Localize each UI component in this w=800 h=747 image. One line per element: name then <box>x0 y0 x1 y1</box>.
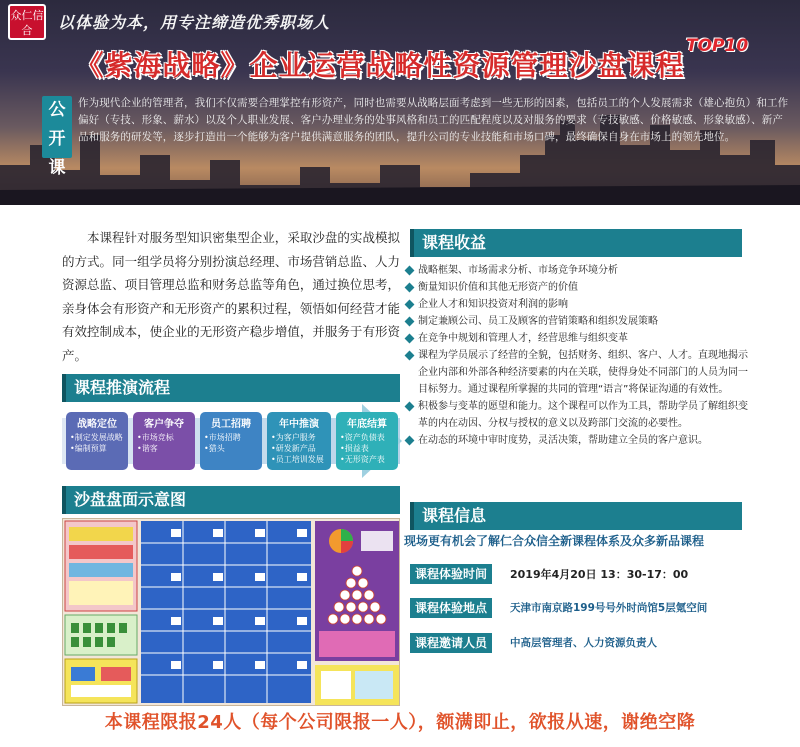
list-item: 企业人才和知识投资对利润的影响 <box>404 296 750 313</box>
info-subtitle: 现场更有机会了解仁合众信全新课程体系及众多新品课程 <box>404 534 705 548</box>
benefits-list <box>404 262 750 449</box>
list-item: 课程为学员展示了经营的全貌，包括财务、组织、客户、人才。直现地揭示企业内部和外部各种经济要素的内在关联，使得身处不同部门的人员为同一目标努力。通过课程所掌握的共同的管理“语言”将保证沟通的有效性。 <box>404 347 750 398</box>
brand-logo: 众仁信合 <box>8 4 46 40</box>
flow-step-item: •制定发展战略 <box>70 433 123 442</box>
flow-step-title: 战略定位 <box>77 419 117 430</box>
list-item: 制定兼顾公司、员工及顾客的营销策略和组织发展策略 <box>404 313 750 330</box>
flow-step-item: •猎头 <box>204 444 225 453</box>
flow-step-item: •谐客 <box>137 444 158 453</box>
flow-step-recruiting <box>200 412 262 470</box>
flow-step-strategy <box>66 412 128 470</box>
flow-step-title: 年底结算 <box>347 419 387 430</box>
flow-step-midyear <box>267 412 331 470</box>
flow-step-title: 客户争夺 <box>144 419 184 430</box>
flow-step-item: •员工培训发展 <box>271 455 324 464</box>
flow-step-item: •市场招聘 <box>204 433 241 442</box>
list-item: 积极参与变革的愿望和能力。这个课程可以作为工具，帮助学员了解组织变革的内在动因、分权与授权的意义以及跨部门交流的必要性。 <box>404 398 750 432</box>
intro-paragraph: 作为现代企业的管理者，我们不仅需要合理掌控有形资产，同时也需要从战略层面考虑到一些无形的因素，包括员工的个人发展需求（雄心抱负）和工作偏好（专技、形象、薪水）以及个人职业发展、客户办理业务的处事风格和员工的匹配程度以及对服务的要求（专技敏感、价格敏感、形象敏感）、新产品和服务的研发等，逐步打造出一个能够为客户提供满意服务的团队，提升公司的专业技能和市场口碑，最终确保自身在市场上的领先地位。 <box>78 97 789 143</box>
info-row-place <box>410 598 790 618</box>
page-title: 《紫海战略》企业运营战略性资源管理沙盘课程 <box>75 49 685 82</box>
list-item: 在竞争中规划和管理人才，经营思维与组织变革 <box>404 330 750 347</box>
course-description: 本课程针对服务型知识密集型企业，采取沙盘的实战模拟的方式。同一组学员将分别扮演总经理、市场营销总监、人力资源总监、项目管理总监和财务总监等角色，通过换位思考，亲身体会有形资产和无形资产的累积过程，领悟如何经营才能有效控制成本，使企业的无形资产稳步增值，并服务于有形资产。 <box>62 230 400 363</box>
people-label: 课程邀请人员 <box>410 633 492 653</box>
list-item: 在动态的环境中审时度势，灵活决策，帮助建立全员的客户意识。 <box>404 432 750 449</box>
slogan: 以体验为本，用专注缔造优秀职场人 <box>58 13 331 32</box>
place-label: 课程体验地点 <box>410 598 492 618</box>
people-value: 中高层管理者、人力资源负责人 <box>510 637 657 649</box>
open-course-badge: 公开课 <box>42 96 72 158</box>
flow-step-item: •市场竞标 <box>137 433 174 442</box>
info-section-title: 课程信息 <box>410 502 742 530</box>
top10-badge: TOP10 <box>686 36 749 56</box>
list-item: 衡量知识价值和其他无形资产的价值 <box>404 279 750 296</box>
flow-step-item: •研发新产品 <box>271 444 316 453</box>
flow-step-customers <box>133 412 195 470</box>
flow-diagram <box>62 404 400 478</box>
time-label: 课程体验时间 <box>410 564 492 584</box>
benefits-section-title: 课程收益 <box>410 229 742 257</box>
flow-step-item: •资产负债表 <box>340 433 385 442</box>
board-illustration <box>63 519 401 707</box>
flow-step-item: •编制预算 <box>70 444 107 453</box>
flow-section-title: 课程推演流程 <box>62 374 400 402</box>
flow-step-item: •为客户服务 <box>271 433 316 442</box>
list-item: 战略框架、市场需求分析、市场竞争环境分析 <box>404 262 750 279</box>
header-banner <box>0 0 800 205</box>
enrollment-notice: 本课程限报24人（每个公司限报一人），额满即止，欲报从速，谢绝空降 <box>104 712 696 733</box>
info-row-people <box>410 633 790 653</box>
time-value: 2019年4月20日 13：30-17：00 <box>510 568 689 581</box>
place-value: 天津市南京路199号号外时尚馆5层氪空间 <box>510 602 708 614</box>
board-section-title: 沙盘盘面示意图 <box>62 486 400 514</box>
info-row-time <box>410 564 790 584</box>
flow-step-title: 年中推演 <box>279 419 319 430</box>
sandbox-board-image <box>62 518 400 706</box>
flow-step-yearend <box>336 412 398 470</box>
flow-step-title: 员工招聘 <box>211 419 251 430</box>
flow-step-item: •损益表 <box>340 444 369 453</box>
flow-step-item: •无形资产表 <box>340 455 385 464</box>
